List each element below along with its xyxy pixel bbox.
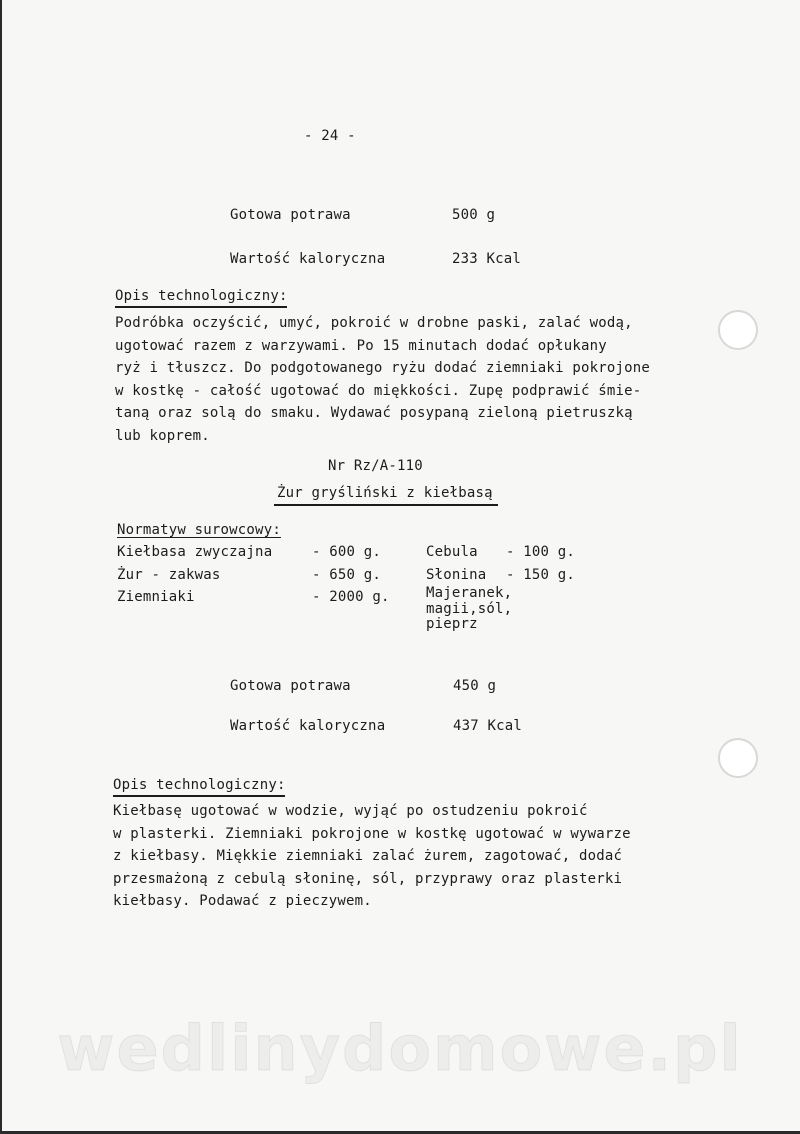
description-line: Kiełbasę ugotować w wodzie, wyjąć po ostudzeniu pokroić <box>113 803 588 819</box>
description-line: przesmażoną z cebulą słoninę, sól, przyprawy oraz plasterki <box>113 870 623 887</box>
seasoning-list <box>426 586 512 633</box>
ingredient-amount: - 650 g. <box>312 567 382 583</box>
description-paragraph-2 <box>113 800 631 913</box>
ingredient-amount: - 150 g. <box>506 567 576 583</box>
description-line: Podróbka oczyścić, umyć, pokroić w drobne paski, zalać wodą, <box>115 315 633 331</box>
description-line: lub koprem. <box>115 427 210 444</box>
description-line: w kostkę - całość ugotować do miękkości. Zupę podprawić śmie- <box>115 382 642 399</box>
ingredient-amount: - 2000 g. <box>312 589 390 605</box>
description-heading-2: Opis technologiczny: <box>113 777 286 793</box>
description-line: ugotować razem z warzywami. Po 15 minutach dodać opłukany <box>115 337 607 354</box>
punch-hole-bottom <box>718 738 758 778</box>
recipe-title: Żur gryśliński z kiełbasą <box>277 485 493 501</box>
seasoning-line: pieprz <box>426 616 478 632</box>
description-line: z kiełbasy. Miękkie ziemniaki zalać żurem, zagotować, dodać <box>113 848 623 864</box>
yield-label-2: Gotowa potrawa <box>230 678 351 694</box>
description-heading-1: Opis technologiczny: <box>115 288 288 304</box>
description-line: ryż i tłuszcz. Do podgotowanego ryżu dodać ziemniaki pokrojone <box>115 360 650 376</box>
yield-value-1: 500 g <box>452 207 496 223</box>
recipe-number: Nr Rz/A-110 <box>328 458 423 474</box>
ingredient-name: Słonina <box>426 567 487 583</box>
ingredient-name: Kiełbasa zwyczajna <box>117 544 273 560</box>
ingredient-amount: - 100 g. <box>506 544 576 560</box>
description-line: taną oraz solą do smaku. Wydawać posypaną zieloną pietruszką <box>115 405 633 421</box>
watermark: wedlinydomowe.pl <box>57 1012 743 1085</box>
calorie-value-1: 233 Kcal <box>452 251 522 267</box>
yield-label-1: Gotowa potrawa <box>230 207 351 223</box>
ingredient-amount: - 600 g. <box>312 544 382 560</box>
seasoning-line: magii,sól, <box>426 600 513 617</box>
page-number: - 24 - <box>304 128 356 144</box>
heading-underline-2 <box>113 795 285 797</box>
ingredients-heading: Normatyw surowcowy: <box>117 522 281 538</box>
description-paragraph-1 <box>115 312 650 447</box>
punch-hole-top <box>718 310 758 350</box>
calorie-value-2: 437 Kcal <box>453 718 523 734</box>
ingredient-name: Żur - zakwas <box>117 567 221 583</box>
calorie-label-2: Wartość kaloryczna <box>230 718 386 734</box>
description-line: kiełbasy. Podawać z pieczywem. <box>113 893 372 909</box>
ingredient-name: Cebula <box>426 544 478 560</box>
yield-value-2: 450 g <box>453 678 497 694</box>
ingredient-name: Ziemniaki <box>117 589 195 605</box>
recipe-title-underline <box>274 504 498 506</box>
seasoning-line: Majeranek, <box>426 585 513 601</box>
calorie-label-1: Wartość kaloryczna <box>230 251 386 267</box>
heading-underline-1 <box>115 306 287 308</box>
description-line: w plasterki. Ziemniaki pokrojone w kostkę ugotować w wywarze <box>113 825 631 842</box>
scan-edge-left <box>0 0 2 1134</box>
